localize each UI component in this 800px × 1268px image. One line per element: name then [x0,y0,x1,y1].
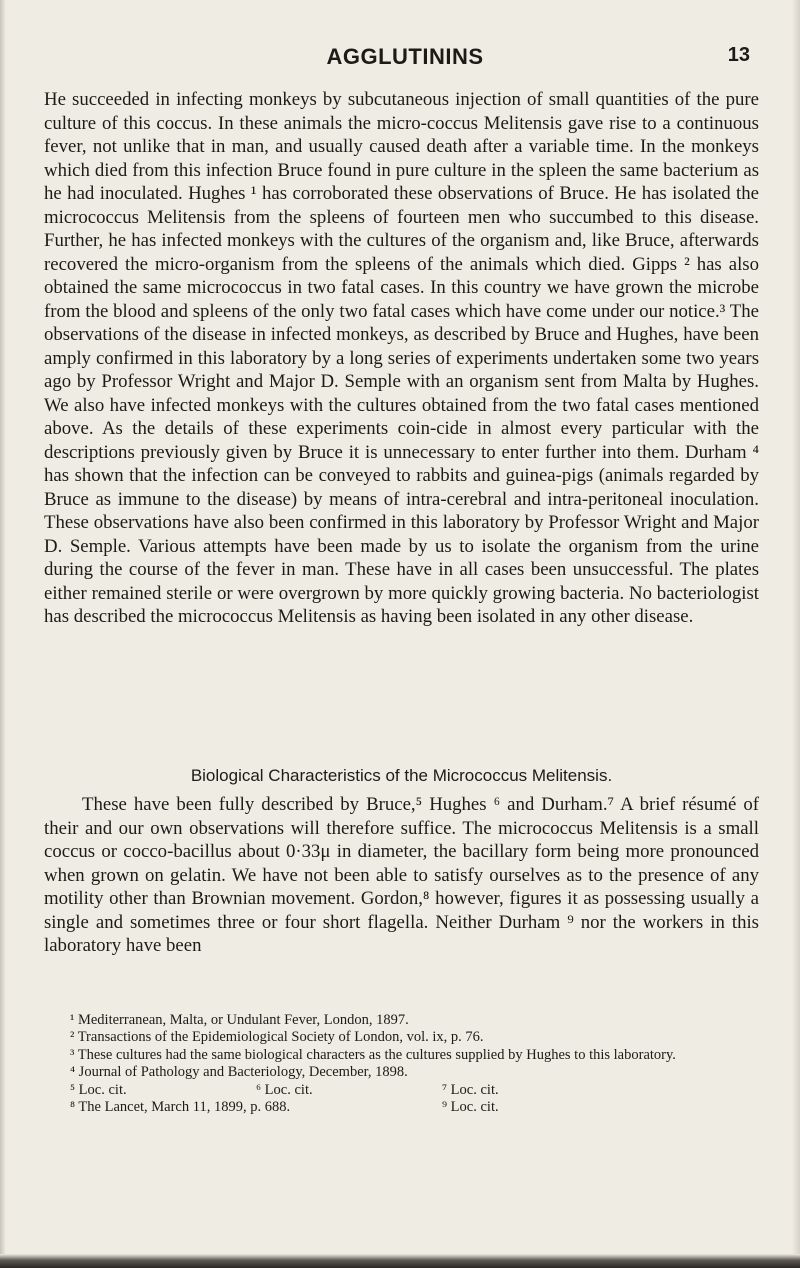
page-edge-left [0,0,6,1268]
body-text [44,88,759,629]
body-text-continued [44,793,759,958]
footnote-7: ⁷ Loc. cit. [442,1081,499,1098]
footnote-5: ⁵ Loc. cit. [70,1081,127,1098]
running-head [60,44,750,74]
footnotes [44,1012,759,1116]
paragraph-2: These have been fully described by Bruce,⁵ Hughes ⁶ and Durham.⁷ A brief résumé of their and our own observations will therefore suffice. The micrococcus Melitensis is a small coccus or cocco-bacillus about 0·33μ in diameter, the bacillary form being more pronounced when grown on gelatin. We have not been able to satisfy ourselves as to the presence of any motility other than Brownian movement. Gordon,⁸ however, figures it as possessing usually a single and sometimes three or four short flagella. Neither Durham ⁹ nor the workers in this laboratory have been [44,794,759,956]
page-edge-right [792,0,800,1268]
footnote-8: ⁸ The Lancet, March 11, 1899, p. 688. [70,1099,291,1116]
footnote-row-5-7 [44,1082,759,1099]
page-number: 13 [727,44,750,66]
footnote-3: ³ These cultures had the same biological characters as the cultures supplied by Hughes to this laboratory. [70,1046,676,1063]
footnote-4: ⁴ Journal of Pathology and Bacteriology, December, 1898. [70,1064,408,1081]
footnote-9: ⁹ Loc. cit. [442,1099,499,1116]
section-heading: Biological Characteristics of the Micrococcus Melitensis. [190,766,613,785]
running-title: AGGLUTININS [326,44,484,69]
scan-bottom-edge [0,1254,800,1268]
footnote-row-8-9 [44,1099,759,1116]
footnote-1: ¹ Mediterranean, Malta, or Undulant Fever, London, 1897. [70,1012,409,1028]
paragraph-1: He succeeded in infecting monkeys by subcutaneous injection of small quantities of the pure culture of this coccus. In these animals the micro-coccus Melitensis gave rise to a continuous fever, not unlike that in man, and usually caused death after a variable time. In the monkeys which died from this infection Bruce found in pure culture in the spleen the same bacterium as he had inoculated. Hughes ¹ has corroborated these observations of Bruce. He has isolated the micrococcus Melitensis from the spleens of fourteen men who succumbed to this disease. Further, he has infected monkeys with the cultures of the organism and, like Bruce, afterwards recovered the micro-organism from the spleens of the animals which died. Gipps ² has also obtained the same micrococcus in two fatal cases. In this country we have grown the microbe from the blood and spleens of the only two fatal cases which have come under our notice.³ The observations of the disease in infected monkeys, as described by Bruce and Hughes, have been amply confirmed in this laboratory by a long series of experiments undertaken some two years ago by Professor Wright and Major D. Semple with an organism sent from Malta by Hughes. We also have infected monkeys with the cultures obtained from the two fatal cases mentioned above. As the details of these experiments coin-cide in almost every particular with the descriptions previously given by Bruce it is unnecessary to enter further into them. Durham ⁴ has shown that the infection can be conveyed to rabbits and guinea-pigs (animals regarded by Bruce as immune to the disease) by means of intra-cerebral and intra-peritoneal inoculation. These observations have also been confirmed in this laboratory by Professor Wright and Major D. Semple. Various attempts have been made by us to isolate the organism from the urine during the course of the fever in man. These have in all cases been unsuccessful. The plates either remained sterile or were overgrown by more quickly growing bacteria. No bacteriologist has described the micrococcus Melitensis as having been isolated in any other disease. [44,89,759,627]
footnote-6: ⁶ Loc. cit. [256,1081,313,1098]
footnote-2: ² Transactions of the Epidemiological Society of London, vol. ix, p. 76. [70,1029,484,1046]
